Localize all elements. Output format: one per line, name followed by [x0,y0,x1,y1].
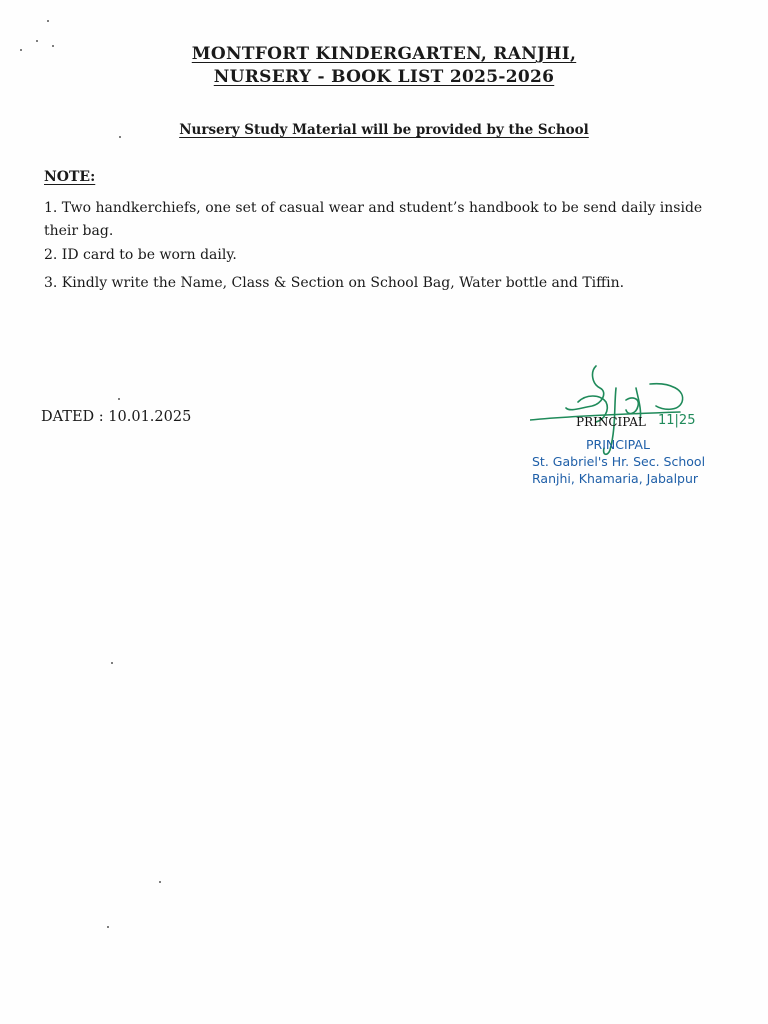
dated-line: DATED : 10.01.2025 [41,409,192,425]
principal-label: PRINCIPAL [576,415,646,429]
study-material-notice: Nursery Study Material will be provided by the School [179,122,589,138]
stamp-address: Ranjhi, Khamaria, Jabalpur [532,471,699,486]
stamp-title: PRINCIPAL [586,437,650,452]
school-stamp [532,436,705,487]
scan-speck [36,40,38,42]
scan-speck [111,662,113,664]
scan-speck [47,20,49,22]
note-item: 2. ID card to be worn daily. [44,247,237,263]
document-title-line1: MONTFORT KINDERGARTEN, RANJHI, [191,44,577,64]
scan-speck [159,881,161,883]
scan-speck [118,398,120,400]
stamp-school-name: St. Gabriel's Hr. Sec. School [532,454,706,469]
document-title-line2: NURSERY - BOOK LIST 2025-2026 [213,67,555,87]
scan-speck [107,926,109,928]
signature-date: 11|25 [658,413,696,428]
note-item: 3. Kindly write the Name, Class & Section on School Bag, Water bottle and Tiffin. [44,275,625,291]
note-heading: NOTE: [44,169,96,185]
note-item: 1. Two handkerchiefs, one set of casual wear and student’s handbook to be send daily inside their bag. [44,200,703,239]
